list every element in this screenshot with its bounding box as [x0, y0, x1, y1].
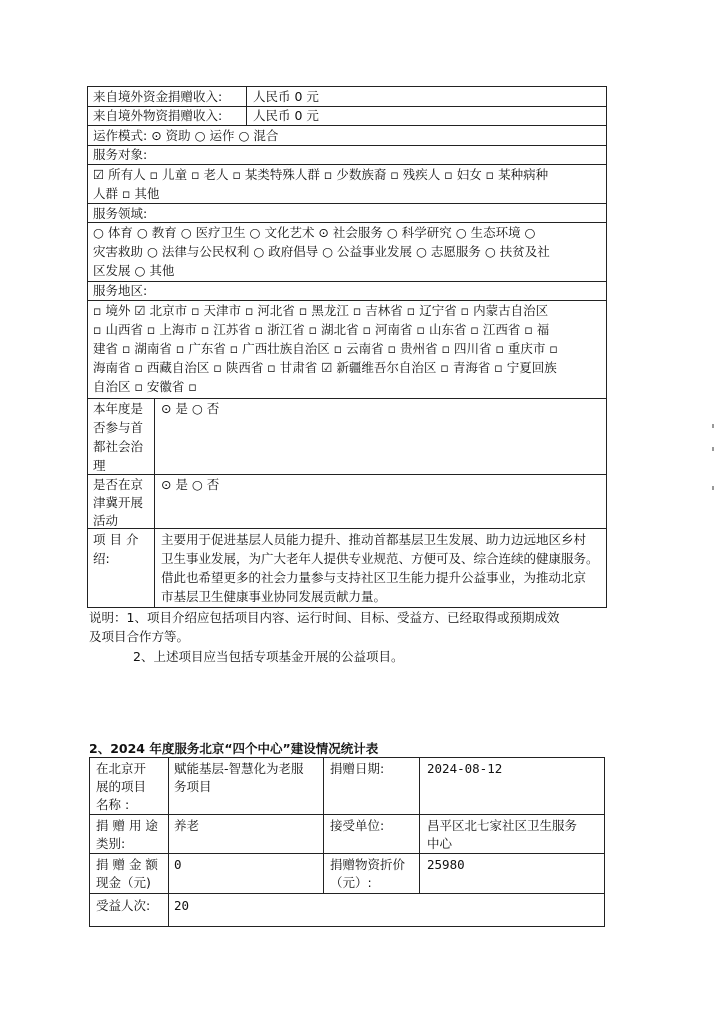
service-region-line4: 海南省 ▫ 西藏自治区 ▫ 陕西省 ▫ 甘肃省 ☑ 新疆维吾尔自治区 ▫ 青海省 ▫ 宁夏回族 [93, 360, 557, 375]
service-region-line2: ▫ 山西省 ▫ 上海市 ▫ 江苏省 ▫ 浙江省 ▫ 湖北省 ▫ 河南省 ▫ 山东省 ▫ 江西省 ▫ 福 [93, 322, 550, 337]
intro-label-1: 项 目 介 [93, 532, 139, 547]
goods-value-label-2: （元）: [330, 875, 372, 890]
service-target-options-line1: ☑ 所有人 ▫ 儿童 ▫ 老人 ▫ 某类特殊人群 ▫ 少数族裔 ▫ 残疾人 ▫ 妇女 ▫ 某种病种 [93, 167, 549, 182]
beneficiaries-value: 20 [174, 898, 190, 913]
service-region-line5: 自治区 ▫ 安徽省 ▫ [93, 379, 197, 394]
note-line-3: 2、上述项目应当包括专项基金开展的公益项目。 [133, 649, 404, 664]
donation-purpose-label-2: 类别: [96, 836, 126, 851]
service-field-options-line1: ○ 体育 ○ 教育 ○ 医疗卫生 ○ 文化艺术 ⊙ 社会服务 ○ 科学研究 ○ 生态环境 ○ [93, 225, 536, 240]
donation-cash-label-1: 捐 赠 金 额 [96, 857, 158, 872]
scan-mark [712, 447, 714, 451]
note-line-1: 说明：1、项目介绍应包括项目内容、运行时间、目标、受益方、已经取得或预期成效 [89, 610, 560, 625]
service-field-options-line3: 区发展 ○ 其他 [93, 263, 175, 278]
foreign-funds-label: 来自境外资金捐赠收入: [93, 89, 223, 104]
goods-value-label-1: 捐赠物资折价 [330, 857, 406, 872]
receiver-value-2: 中心 [427, 836, 453, 851]
intro-text-1: 主要用于促进基层人员能力提升、推动首都基层卫生发展、助力边远地区乡村 [161, 532, 587, 547]
capital-governance-label-2: 否参与首 [93, 420, 144, 435]
service-target-label: 服务对象: [93, 147, 148, 162]
goods-value-value: 25980 [427, 857, 465, 872]
service-field-options-line2: 灾害救助 ○ 法律与公民权利 ○ 政府倡导 ○ 公益事业发展 ○ 志愿服务 ○ 扶贫及社 [93, 244, 550, 259]
capital-governance-value: ⊙ 是 ○ 否 [161, 401, 220, 416]
project-name-label-3: 名称 : [96, 797, 130, 812]
operation-mode-options: ⊙ 资助 ○ 运作 ○ 混合 [151, 128, 279, 143]
note-line-2: 及项目合作方等。 [89, 629, 190, 644]
intro-text-4: 市基层卫生健康事业协同发展贡献力量。 [161, 589, 387, 604]
receiver-value-1: 昌平区北七家社区卫生服务 [427, 818, 578, 833]
receiver-label: 接受单位: [330, 818, 385, 833]
service-region-label: 服务地区: [93, 283, 148, 298]
scan-mark [712, 424, 714, 428]
donation-purpose-label-1: 捐 赠 用 途 [96, 818, 158, 833]
intro-text-3: 借此也希望更多的社会力量参与支持社区卫生能力提升公益事业，为推动北京 [161, 570, 587, 585]
donation-purpose-value: 养老 [174, 818, 200, 833]
foreign-goods-label: 来自境外物资捐赠收入: [93, 108, 223, 123]
capital-governance-label-4: 理 [93, 458, 106, 473]
intro-text-2: 卫生事业发展，为广大老年人提供专业规范、方便可及、综合连续的健康服务。 [161, 551, 599, 566]
donation-cash-label-2: 现金（元) [96, 875, 151, 890]
scan-mark [712, 486, 714, 490]
jingjinji-label-2: 津冀开展 [93, 495, 144, 510]
project-name-label-2: 展的项目 [96, 779, 147, 794]
project-name-label-1: 在北京开 [96, 761, 147, 776]
jingjinji-value: ⊙ 是 ○ 否 [161, 477, 220, 492]
service-field-label: 服务领域: [93, 206, 148, 221]
capital-governance-label-3: 都社会治 [93, 439, 144, 454]
donation-date-label: 捐赠日期: [330, 761, 385, 776]
donation-cash-value: 0 [174, 857, 182, 872]
operation-mode-label: 运作模式: [93, 128, 148, 143]
capital-governance-label-1: 本年度是 [93, 401, 144, 416]
service-region-line1: ▫ 境外 ☑ 北京市 ▫ 天津市 ▫ 河北省 ▫ 黑龙江 ▫ 吉林省 ▫ 辽宁省 ▫ 内蒙古自治区 [93, 303, 549, 318]
jingjinji-label-1: 是否在京 [93, 477, 144, 492]
section2-heading: 2、2024 年度服务北京“四个中心”建设情况统计表 [89, 741, 379, 756]
project-name-value-1: 赋能基层-智慧化为老服 [174, 761, 304, 776]
jingjinji-label-3: 活动 [93, 513, 119, 528]
project-name-value-2: 务项目 [174, 779, 212, 794]
service-region-line3: 建省 ▫ 湖南省 ▫ 广东省 ▫ 广西壮族自治区 ▫ 云南省 ▫ 贵州省 ▫ 四川省 ▫ 重庆市 ▫ [93, 341, 558, 356]
beneficiaries-label: 受益人次: [96, 898, 151, 913]
donation-date-value: 2024-08-12 [427, 761, 503, 776]
service-target-options-line2: 人群 ▫ 其他 [93, 186, 160, 201]
foreign-funds-value: 人民币 0 元 [253, 89, 319, 104]
foreign-goods-value: 人民币 0 元 [253, 108, 319, 123]
intro-label-2: 绍: [93, 551, 110, 566]
